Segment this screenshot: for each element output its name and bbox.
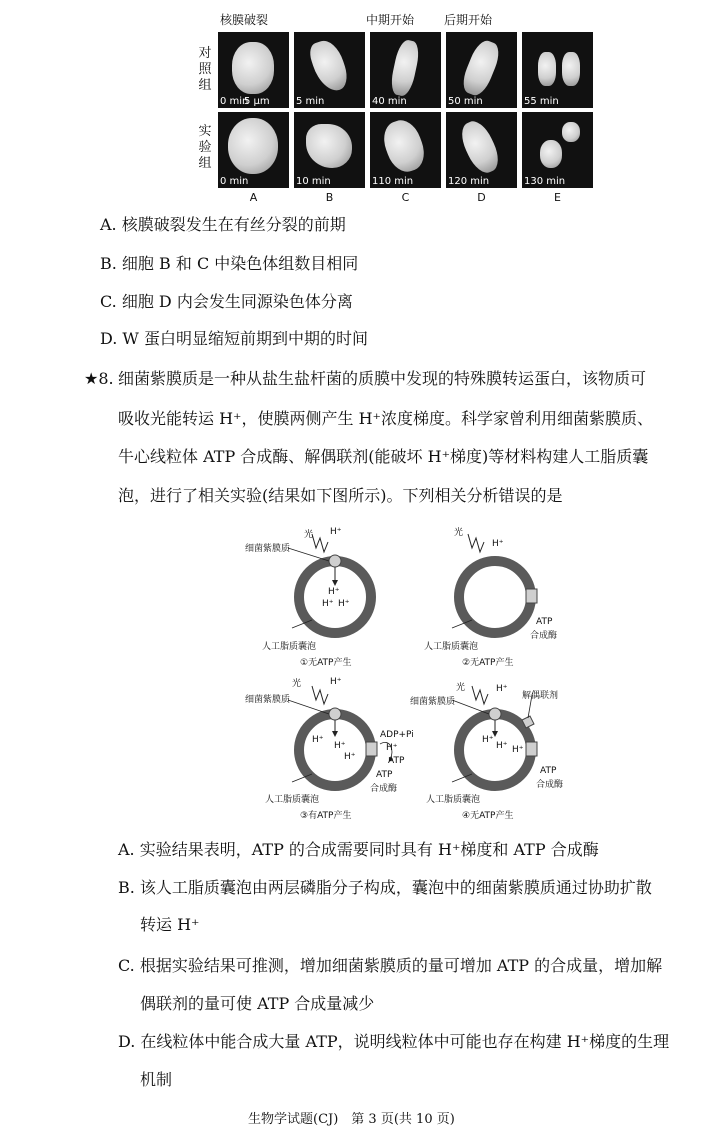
d3-vesicle-label: 人工脂质囊泡 — [265, 795, 320, 805]
d3-hplus-inside-3: H⁺ — [344, 752, 356, 762]
micrograph-cell-control-c: 40 min — [370, 32, 441, 108]
q8-option-c-line-1: C. 根据实验结果可推测，增加细菌紫膜质的量可增加 ATP 的合成量，增加解 — [118, 956, 663, 975]
d4-atp-label: ATP — [540, 766, 557, 776]
d2-hplus: H⁺ — [492, 539, 504, 549]
d3-synthase-label: 合成酶 — [370, 784, 398, 794]
page-footer: 生物学试题(CJ) 第 3 页(共 10 页) — [248, 1112, 455, 1127]
d2-light-label: 光 — [454, 528, 464, 538]
d4-hplus-top: H⁺ — [496, 684, 508, 694]
d4-synthase-label: 合成酶 — [536, 780, 564, 790]
q8-option-d-line-1: D. 在线粒体中能合成大量 ATP，说明线粒体中可能也存在构建 H⁺梯度的生理 — [118, 1032, 670, 1051]
d1-vesicle-label: 人工脂质囊泡 — [262, 642, 317, 652]
d2-vesicle-label: 人工脂质囊泡 — [424, 642, 479, 652]
micrograph-cell-experiment-a: 0 min — [218, 112, 289, 188]
d3-caption: ③有ATP产生 — [300, 811, 352, 821]
q8-option-c-line-2: 偶联剂的量可使 ATP 合成量减少 — [140, 994, 375, 1013]
q8-option-b-line-2: 转运 H⁺ — [140, 915, 200, 934]
d3-atp-product: ATP — [388, 756, 405, 766]
q8-stem-line-3: 牛心线粒体 ATP 合成酶、解偶联剂(能破坏 H⁺梯度)等材料构建人工脂质囊 — [118, 447, 649, 466]
micrograph-cell-control-e: 55 min — [522, 32, 593, 108]
column-letter-b: B — [325, 191, 334, 204]
micrograph-cell-control-d: 50 min — [446, 32, 517, 108]
stage-label-metaphase: 中期开始 — [366, 13, 415, 27]
d4-hplus-inside-1: H⁺ — [482, 735, 494, 745]
q8-stem-line-4: 泡，进行了相关实验(结果如下图所示)。下列相关分析错误的是 — [118, 486, 563, 505]
micrograph-cell-experiment-b: 10 min — [294, 112, 365, 188]
d1-caption: ①无ATP产生 — [300, 658, 352, 668]
d4-bacteriorhodopsin-label: 细菌紫膜质 — [410, 697, 456, 707]
column-letter-c: C — [401, 191, 410, 204]
q7-option-c: C. 细胞 D 内会发生同源染色体分离 — [100, 292, 353, 311]
d3-hplus-inside-2: H⁺ — [334, 741, 346, 751]
d4-vesicle-label: 人工脂质囊泡 — [426, 795, 481, 805]
d1-bacteriorhodopsin-label: 细菌紫膜质 — [245, 544, 291, 554]
d3-bacteriorhodopsin-label: 细菌紫膜质 — [245, 695, 291, 705]
d4-hplus-inside-3: H⁺ — [512, 745, 524, 755]
micrograph-cell-control-b: 5 min — [294, 32, 365, 108]
d1-light-label: 光 — [304, 530, 314, 540]
q8-stem-line-2: 吸收光能转运 H⁺，使膜两侧产生 H⁺浓度梯度。科学家曾利用细菌紫膜质、 — [118, 409, 653, 428]
d1-hplus-top: H⁺ — [330, 527, 342, 537]
d3-hplus-top: H⁺ — [330, 677, 342, 687]
d1-hplus-inside-1: H⁺ — [328, 587, 340, 597]
q8-stem-line-1: 细菌紫膜质是一种从盐生盐杆菌的质膜中发现的特殊膜转运蛋白，该物质可 — [118, 369, 647, 388]
d3-adp-pi-label: ADP+Pi — [380, 730, 414, 740]
q8-option-a: A. 实验结果表明，ATP 的合成需要同时具有 H⁺梯度和 ATP 合成酶 — [118, 840, 599, 859]
d3-hplus-inside-1: H⁺ — [312, 735, 324, 745]
d4-uncoupler-label: 解偶联剂 — [522, 691, 559, 701]
q7-option-a: A. 核膜破裂发生在有丝分裂的前期 — [100, 215, 346, 234]
d4-caption: ④无ATP产生 — [462, 811, 514, 821]
row-label-control: 对照组 — [198, 46, 212, 93]
q7-option-b: B. 细胞 B 和 C 中染色体组数目相同 — [100, 254, 359, 273]
q7-option-d: D. W 蛋白明显缩短前期到中期的时间 — [100, 329, 368, 348]
row-label-experiment: 实验组 — [198, 124, 212, 171]
diagram-1 — [288, 534, 371, 633]
scale-bar-label: 5 μm — [244, 96, 270, 107]
d1-hplus-inside-3: H⁺ — [338, 599, 350, 609]
micrograph-cell-experiment-c: 110 min — [370, 112, 441, 188]
d3-hplus-out: H⁺ — [386, 743, 398, 753]
d4-light-label: 光 — [456, 683, 466, 693]
d2-synthase-label: 合成酶 — [530, 631, 558, 641]
micrograph-cell-experiment-d: 120 min — [446, 112, 517, 188]
d2-caption: ②无ATP产生 — [462, 658, 514, 668]
micrograph-cell-control-a: 0 min 5 μm — [218, 32, 289, 108]
d4-hplus-inside-2: H⁺ — [496, 741, 508, 751]
d1-hplus-inside-2: H⁺ — [322, 599, 334, 609]
q8-option-b-line-1: B. 该人工脂质囊泡由两层磷脂分子构成，囊泡中的细菌紫膜质通过协助扩散 — [118, 878, 652, 897]
q8-option-d-line-2: 机制 — [140, 1070, 173, 1089]
d2-atp-label: ATP — [536, 617, 553, 627]
stage-label-anaphase: 后期开始 — [444, 13, 493, 27]
column-letter-a: A — [249, 191, 258, 204]
d3-atp-label: ATP — [376, 770, 393, 780]
column-letter-e: E — [554, 191, 561, 204]
vesicle-diagrams — [240, 520, 580, 825]
q8-number: ★8. — [84, 369, 114, 388]
stage-label-nuclear-breakdown: 核膜破裂 — [220, 13, 269, 27]
micrograph-cell-experiment-e: 130 min — [522, 112, 593, 188]
column-letter-d: D — [477, 191, 486, 204]
diagram-4 — [452, 686, 537, 786]
d3-light-label: 光 — [292, 679, 302, 689]
